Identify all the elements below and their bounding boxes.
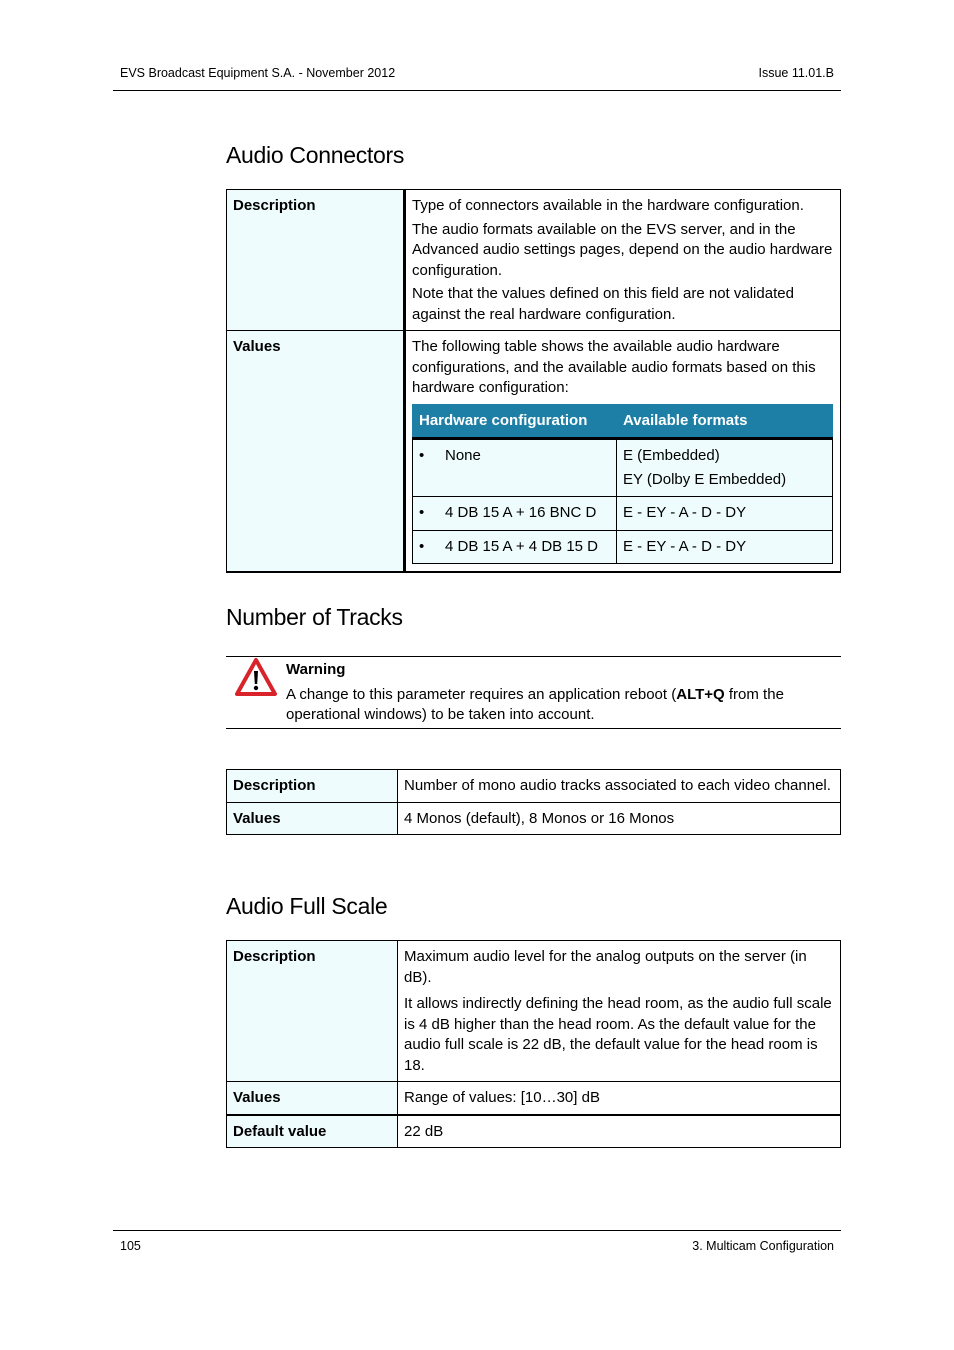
formats-cell: E - EY - A - D - DY [617,497,833,531]
default-value-cell: 22 dB [398,1115,841,1148]
format-value: EY (Dolby E Embedded) [623,470,787,488]
description-label: Description [227,770,398,803]
hardware-formats-table [412,404,833,565]
description-paragraph: The audio formats available on the EVS server, and in the Advanced audio settings pages, depend on the audio hardware configuration. [412,220,833,279]
description-paragraph: Maximum audio level for the analog outputs on the server (in dB). [404,948,807,986]
section-title-audio-full-scale: Audio Full Scale [226,893,388,919]
values-cell: Range of values: [10…30] dB [398,1082,841,1115]
shortcut-keys: ALT+Q [676,685,725,703]
warning-text-block [286,660,826,726]
section-title-audio-connectors: Audio Connectors [226,142,405,168]
description-label: Description [227,190,405,331]
page-footer [113,1230,841,1253]
values-label: Values [227,331,405,573]
warning-title: Warning [286,661,346,678]
warning-box [226,656,841,729]
description-cell: Number of mono audio tracks associated to each video channel. [398,770,841,803]
warning-message [286,685,826,726]
hardware-value: 4 DB 15 A + 16 BNC D [445,504,597,521]
column-header-hardware: Hardware configuration [413,404,617,439]
description-paragraph: Type of connectors available in the hardware configuration. [412,197,804,214]
formats-cell: E - EY - A - D - DY [617,530,833,564]
audio-connectors-table [226,189,841,573]
number-of-tracks-table [226,769,841,835]
hardware-cell [413,439,617,497]
hardware-value: None [445,447,481,464]
header-issue: Issue 11.01.B [758,66,834,80]
default-value-label: Default value [227,1115,398,1148]
description-cell [405,190,841,331]
description-label: Description [227,941,398,1082]
hardware-formats-header-row [413,404,833,439]
hardware-cell [413,530,617,564]
description-paragraph: It allows indirectly defining the head room, as the audio full scale is 4 dB higher than the head room. As the default value for the audio full scale is 22 dB, the default value for the head room is 18. [404,995,832,1074]
formats-cell [617,439,833,497]
table-row [413,497,833,531]
bullet-icon: • [419,537,425,555]
page-number: 105 [120,1239,141,1253]
bullet-icon: • [419,504,425,521]
hardware-cell [413,497,617,531]
footer-section: 3. Multicam Configuration [692,1239,834,1253]
description-cell [398,941,841,1082]
header-publisher: EVS Broadcast Equipment S.A. - November 2012 [120,66,396,80]
table-row [413,439,833,497]
description-paragraph: Note that the values defined on this field are not validated against the real hardware configuration. [412,285,794,323]
page-header [113,66,841,91]
values-label: Values [227,802,398,835]
values-cell [405,331,841,573]
values-label: Values [227,1082,398,1115]
bullet-icon: • [419,447,425,464]
section-title-number-of-tracks: Number of Tracks [226,604,403,630]
table-row [413,530,833,564]
values-intro: The following table shows the available audio hardware configurations, and the available audio formats based on this hardware configuration: [412,338,816,396]
warning-triangle-icon [234,657,278,697]
hardware-value: 4 DB 15 A + 4 DB 15 D [445,537,599,555]
column-header-formats: Available formats [617,404,833,439]
audio-full-scale-table [226,940,841,1148]
format-value: E (Embedded) [623,447,720,464]
warning-text: from the operational windows) to be taken into account. [286,685,784,723]
warning-text: A change to this parameter requires an application reboot ( [286,685,677,703]
values-cell: 4 Monos (default), 8 Monos or 16 Monos [398,802,841,835]
